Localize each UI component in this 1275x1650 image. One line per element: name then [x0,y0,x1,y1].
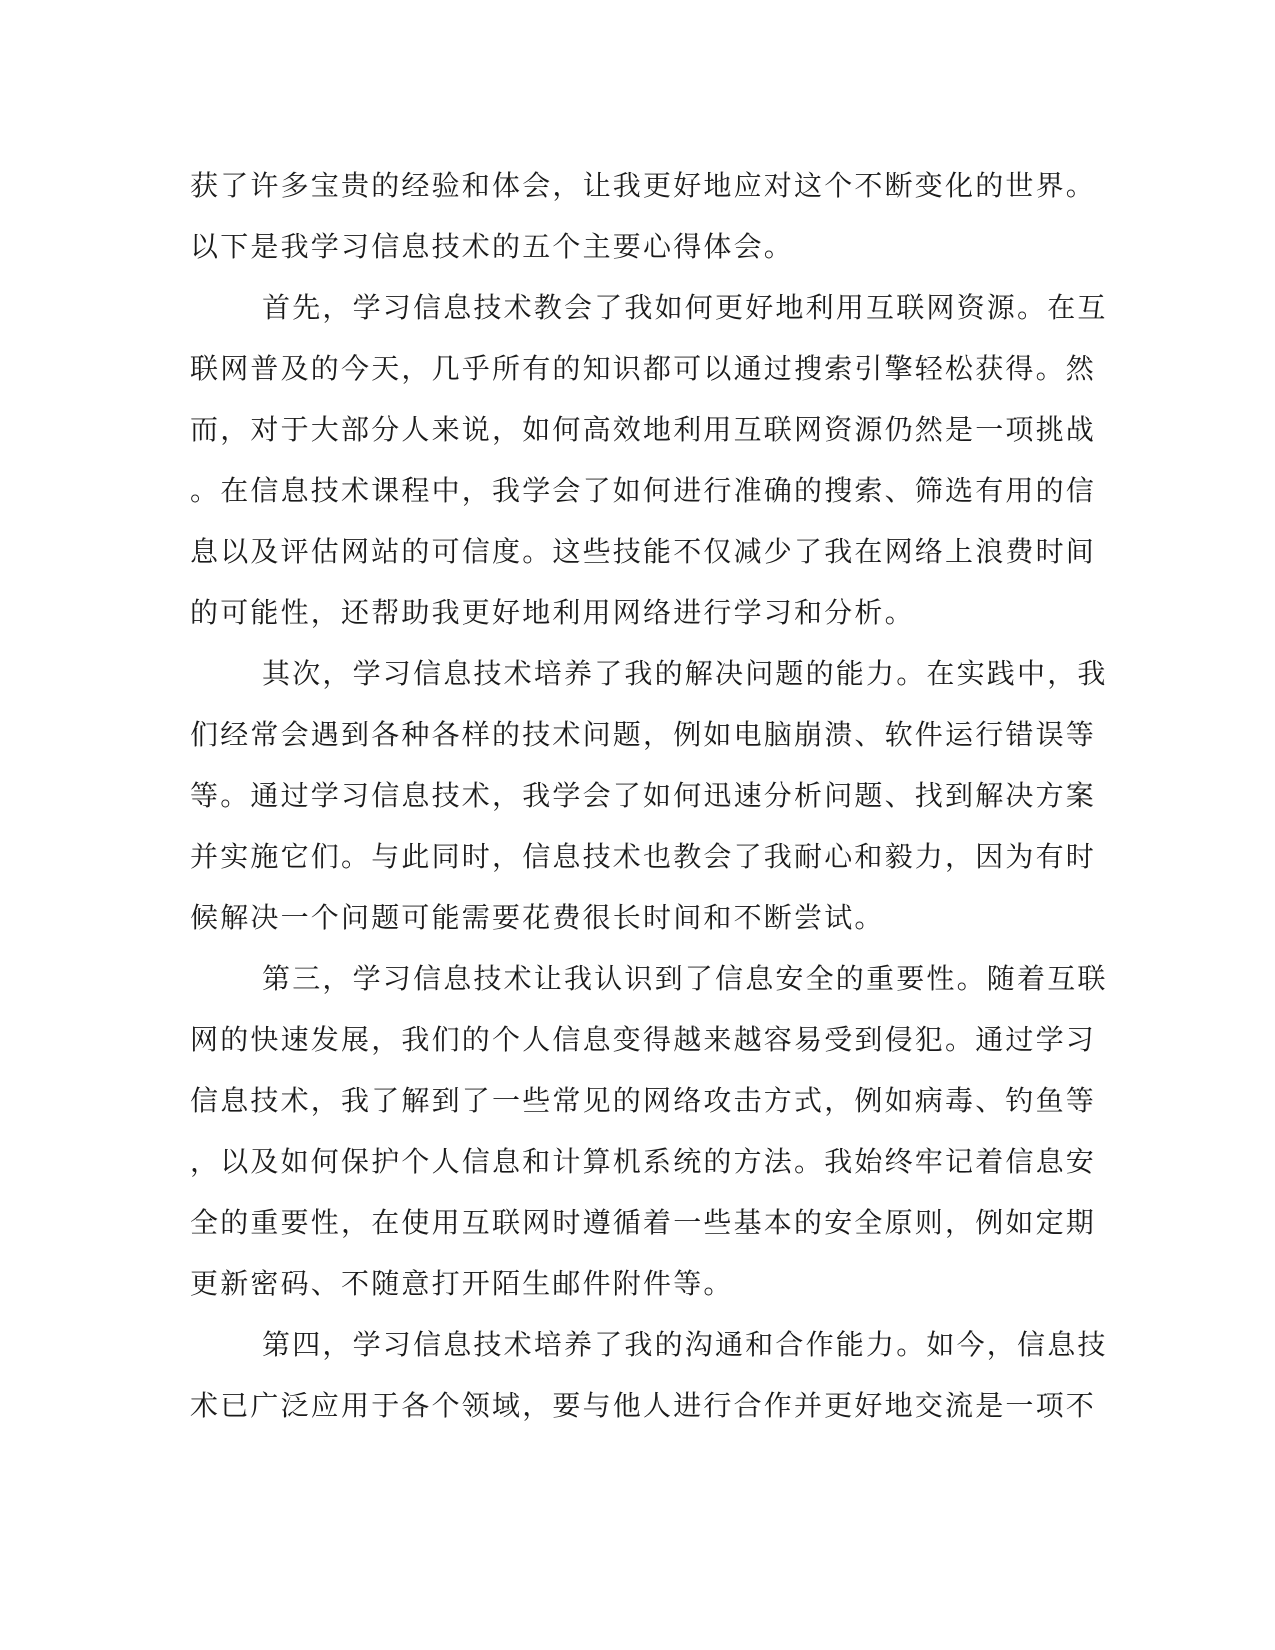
text-line: 获了许多宝贵的经验和体会，让我更好地应对这个不断变化的世界。 [190,169,1097,202]
paragraph-intro-continuation [190,155,1097,277]
text-line: 全的重要性，在使用互联网时遵循着一些基本的安全原则，例如定期 [190,1206,1097,1239]
text-line: 而，对于大部分人来说，如何高效地利用互联网资源仍然是一项挑战 [190,413,1097,446]
text-line: 网的快速发展，我们的个人信息变得越来越容易受到侵犯。通过学习 [190,1023,1097,1056]
paragraph-point-fourth [190,1314,1108,1436]
text-line: 的可能性，还帮助我更好地利用网络进行学习和分析。 [190,596,915,629]
text-line: 首先，学习信息技术教会了我如何更好地利用互联网资源。在互 [262,291,1108,324]
text-line: 并实施它们。与此同时，信息技术也教会了我耐心和毅力，因为有时 [190,840,1097,873]
text-line: 联网普及的今天，几乎所有的知识都可以通过搜索引擎轻松获得。然 [190,352,1097,385]
text-line: 第三，学习信息技术让我认识到了信息安全的重要性。随着互联 [262,962,1108,995]
text-line: 以下是我学习信息技术的五个主要心得体会。 [190,230,795,263]
text-line: 其次，学习信息技术培养了我的解决问题的能力。在实践中，我 [262,657,1108,690]
text-line: ，以及如何保护个人信息和计算机系统的方法。我始终牢记着信息安 [190,1145,1097,1178]
text-line: 们经常会遇到各种各样的技术问题，例如电脑崩溃、软件运行错误等 [190,718,1097,751]
document-body [190,155,1108,1436]
paragraph-point-first [190,277,1108,643]
paragraph-point-third [190,948,1108,1314]
text-line: 候解决一个问题可能需要花费很长时间和不断尝试。 [190,901,885,934]
text-line: 。在信息技术课程中，我学会了如何进行准确的搜索、筛选有用的信 [190,474,1097,507]
text-line: 息以及评估网站的可信度。这些技能不仅减少了我在网络上浪费时间 [190,535,1097,568]
text-line: 等。通过学习信息技术，我学会了如何迅速分析问题、找到解决方案 [190,779,1097,812]
text-line: 信息技术，我了解到了一些常见的网络攻击方式，例如病毒、钓鱼等 [190,1084,1097,1117]
text-line: 术已广泛应用于各个领域，要与他人进行合作并更好地交流是一项不 [190,1389,1097,1422]
text-line: 更新密码、不随意打开陌生邮件附件等。 [190,1267,734,1300]
text-line: 第四，学习信息技术培养了我的沟通和合作能力。如今，信息技 [262,1328,1108,1361]
paragraph-point-second [190,643,1108,948]
